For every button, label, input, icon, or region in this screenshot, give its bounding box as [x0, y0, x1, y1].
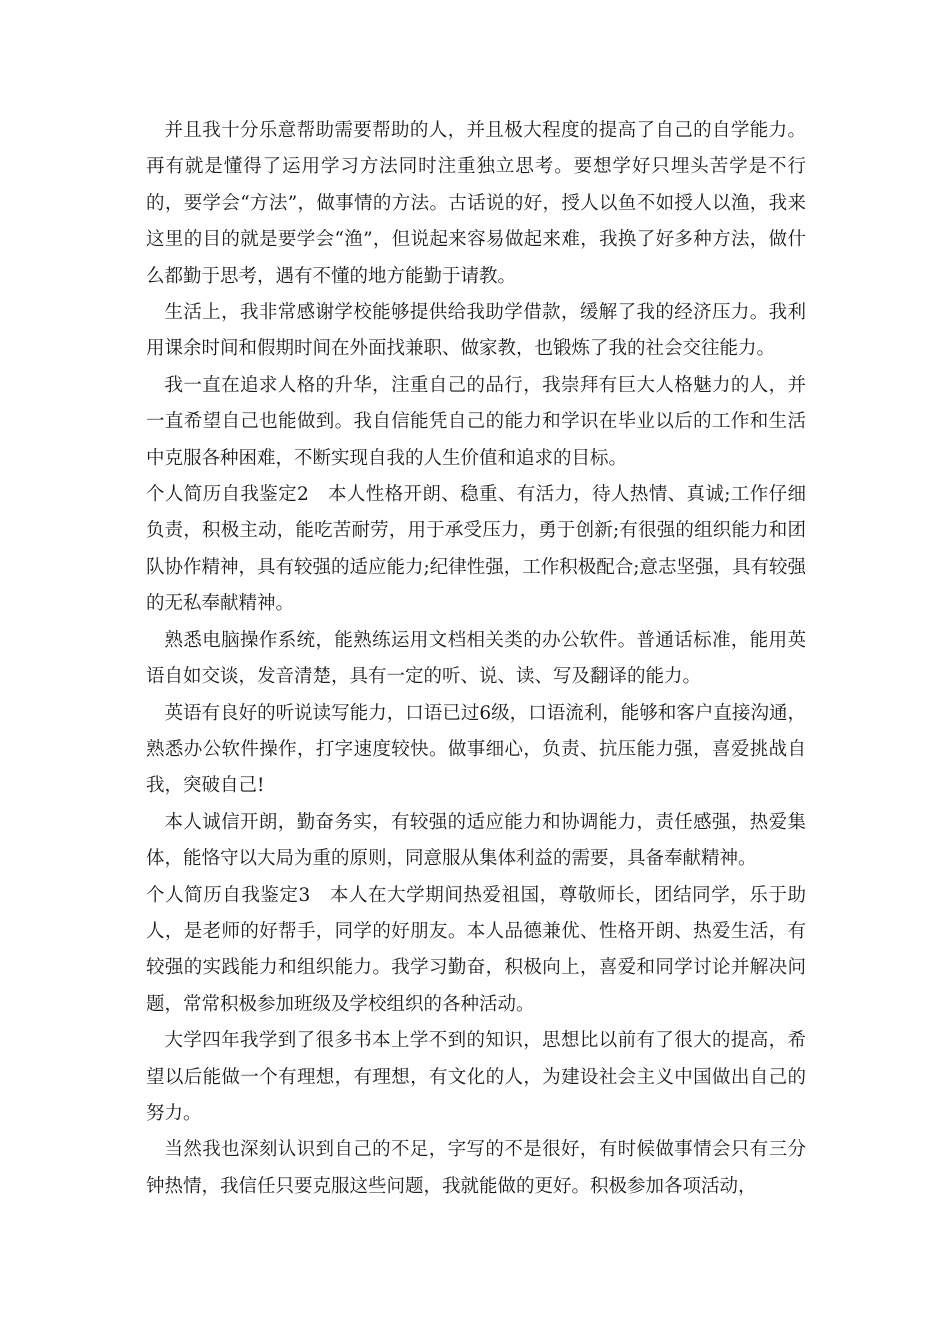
- paragraph-10: 当然我也深刻认识到自己的不足，字写的不是很好，有时候做事情会只有三分钟热情，我信任只要克服这些问题，我就能做的更好。积极参加各项活动，: [146, 1139, 806, 1197]
- section-3-paragraph: 个人简历自我鉴定3 本人在大学期间热爱祖国，尊敬师长，团结同学，乐于助人，是老师的好帮手，同学的好朋友。本人品德兼优、性格开朗、热爱生活，有较强的实践能力和组织能力。我学习勤奋，积极向上，喜爱和同学讨论并解决问题，常常积极参加班级及学校组织的各种活动。: [146, 884, 806, 1015]
- paragraph-6: 英语有良好的听说读写能力，口语已过6级，口语流利，能够和客户直接沟通，熟悉办公软件操作，打字速度较快。做事细心，负责、抗压能力强，喜爱挑战自我，突破自己!: [146, 702, 806, 797]
- section-2-paragraph: 个人简历自我鉴定2 本人性格开朗、稳重、有活力，待人热情、真诚;工作仔细负责，积极主动，能吃苦耐劳，用于承受压力，勇于创新;有很强的组织能力和团队协作精神，具有较强的适应能力;纪律性强，工作积极配合;意志坚强，具有较强的无私奉献精神。: [146, 484, 806, 615]
- paragraph-9: 大学四年我学到了很多书本上学不到的知识，思想比以前有了很大的提高，希望以后能做一个有理想，有理想，有文化的人，为建设社会主义中国做出自己的努力。: [146, 1030, 806, 1124]
- document-body: [146, 113, 806, 1205]
- paragraph-1: 并且我十分乐意帮助需要帮助的人，并且极大程度的提高了自己的自学能力。再有就是懂得了运用学习方法同时注重独立思考。要想学好只埋头苦学是不行的，要学会“方法”，做事情的方法。古话说的好，授人以鱼不如授人以渔，我来这里的目的就是要学会“渔”，但说起来容易做起来难，我换了好多种方法，做什么都勤于思考，遇有不懂的地方能勤于请教。: [146, 120, 806, 287]
- paragraph-3: 我一直在追求人格的升华，注重自己的品行，我崇拜有巨大人格魅力的人，并一直希望自己也能做到。我自信能凭自己的能力和学识在毕业以后的工作和生活中克服各种困难，不断实现自我的人生价值和追求的目标。: [146, 374, 806, 469]
- paragraph-2: 生活上，我非常感谢学校能够提供给我助学借款，缓解了我的经济压力。我利用课余时间和假期时间在外面找兼职、做家教，也锻炼了我的社会交往能力。: [146, 302, 806, 360]
- paragraph-7: 本人诚信开朗，勤奋务实，有较强的适应能力和协调能力，责任感强，热爱集体，能恪守以大局为重的原则，同意服从集体利益的需要，具备奉献精神。: [146, 811, 806, 870]
- paragraph-5: 熟悉电脑操作系统，能熟练运用文档相关类的办公软件。普通话标准，能用英语自如交谈，发音清楚，具有一定的听、说、读、写及翻译的能力。: [146, 629, 806, 688]
